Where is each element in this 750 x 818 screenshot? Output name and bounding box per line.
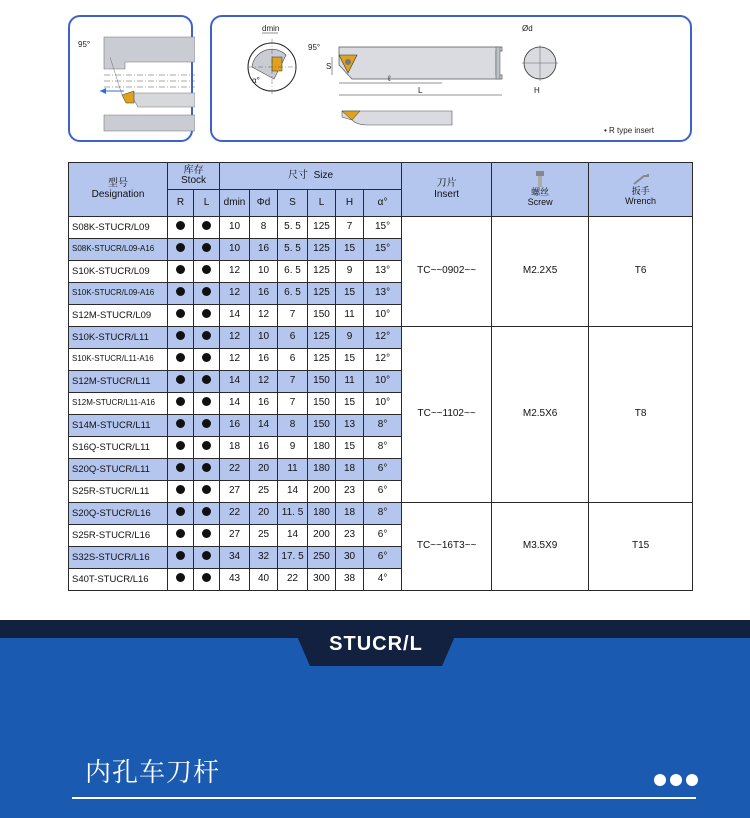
h-cell: 23 xyxy=(336,481,364,503)
screw-cell: M2.2X5 xyxy=(492,217,589,327)
length-cell: 150 xyxy=(308,415,336,437)
in-stock-dot-icon xyxy=(202,419,211,428)
dmin-cell: 14 xyxy=(220,371,250,393)
stock-r-cell xyxy=(168,327,194,349)
phid-cell: 10 xyxy=(250,261,278,283)
phid-cell: 40 xyxy=(250,569,278,591)
length-cell: 200 xyxy=(308,481,336,503)
alpha-cell: 15° xyxy=(364,217,402,239)
in-stock-dot-icon xyxy=(176,309,185,318)
in-stock-dot-icon xyxy=(202,573,211,582)
alpha-cell: 6° xyxy=(364,525,402,547)
length-cell: 180 xyxy=(308,459,336,481)
col-alpha: α° xyxy=(364,190,402,217)
designation-cell: S08K-STUCR/L09-A16 xyxy=(69,239,168,261)
h-cell: 15 xyxy=(336,239,364,261)
h-cell: 11 xyxy=(336,305,364,327)
designation-cell: S08K-STUCR/L09 xyxy=(69,217,168,239)
col-length: L xyxy=(308,190,336,217)
length-cell: 200 xyxy=(308,525,336,547)
s-cell: 5. 5 xyxy=(278,217,308,239)
in-stock-dot-icon xyxy=(202,463,211,472)
alpha-cell: 12° xyxy=(364,349,402,371)
alpha-cell: 15° xyxy=(364,239,402,261)
table-row xyxy=(69,327,693,349)
stock-r-cell xyxy=(168,459,194,481)
stock-l-cell xyxy=(194,503,220,525)
in-stock-dot-icon xyxy=(176,485,185,494)
s-cell: 6. 5 xyxy=(278,283,308,305)
col-size: 尺寸 Size xyxy=(220,163,402,190)
length-cell: 125 xyxy=(308,217,336,239)
s-cell: 17. 5 xyxy=(278,547,308,569)
stock-l-cell xyxy=(194,239,220,261)
dmin-cell: 10 xyxy=(220,217,250,239)
h-cell: 15 xyxy=(336,437,364,459)
stock-l-cell xyxy=(194,415,220,437)
stock-r-cell xyxy=(168,349,194,371)
designation-cell: S16Q-STUCR/L11 xyxy=(69,437,168,459)
insert-cell: TC~~16T3~~ xyxy=(402,503,492,591)
stock-r-cell xyxy=(168,437,194,459)
phid-cell: 10 xyxy=(250,327,278,349)
in-stock-dot-icon xyxy=(176,353,185,362)
phid-cell: 16 xyxy=(250,283,278,305)
in-stock-dot-icon xyxy=(202,221,211,230)
designation-cell: S25R-STUCR/L11 xyxy=(69,481,168,503)
h-cell: 30 xyxy=(336,547,364,569)
stock-l-cell xyxy=(194,525,220,547)
phid-cell: 16 xyxy=(250,239,278,261)
in-stock-dot-icon xyxy=(176,551,185,560)
s-cell: 11 xyxy=(278,459,308,481)
dmin-cell: 14 xyxy=(220,305,250,327)
alpha-cell: 6° xyxy=(364,459,402,481)
in-stock-dot-icon xyxy=(202,485,211,494)
in-stock-dot-icon xyxy=(176,573,185,582)
h-cell: 18 xyxy=(336,459,364,481)
insert-cell: TC~~0902~~ xyxy=(402,217,492,327)
length-cell: 150 xyxy=(308,371,336,393)
length-cell: 125 xyxy=(308,283,336,305)
in-stock-dot-icon xyxy=(202,397,211,406)
dmin-label: dmin xyxy=(262,24,280,33)
in-stock-dot-icon xyxy=(202,243,211,252)
length-cell: 180 xyxy=(308,437,336,459)
more-dots-icon xyxy=(654,774,698,786)
section-title: 内孔车刀杆 xyxy=(85,758,221,788)
spec-table-body xyxy=(69,217,693,591)
dmin-cell: 34 xyxy=(220,547,250,569)
alpha-cell: 13° xyxy=(364,261,402,283)
alpha-cell: 8° xyxy=(364,437,402,459)
in-stock-dot-icon xyxy=(202,375,211,384)
in-stock-dot-icon xyxy=(176,287,185,296)
boring-diagram-left xyxy=(68,15,193,142)
in-stock-dot-icon xyxy=(176,331,185,340)
s-cell: 22 xyxy=(278,569,308,591)
alpha-cell: 6° xyxy=(364,547,402,569)
h-cell: 38 xyxy=(336,569,364,591)
length-cell: 125 xyxy=(308,261,336,283)
length-cell: 125 xyxy=(308,327,336,349)
col-screw: 螺丝 Screw xyxy=(492,163,589,217)
insert-type-note: • R type insert xyxy=(604,126,654,135)
banner-tab xyxy=(290,620,462,666)
designation-cell: S10K-STUCR/L11 xyxy=(69,327,168,349)
alpha-cell: 12° xyxy=(364,327,402,349)
phid-cell: 12 xyxy=(250,305,278,327)
phid-cell: 20 xyxy=(250,503,278,525)
dmin-cell: 14 xyxy=(220,393,250,415)
designation-cell: S25R-STUCR/L16 xyxy=(69,525,168,547)
stock-l-cell xyxy=(194,327,220,349)
alpha-cell: 10° xyxy=(364,305,402,327)
stock-l-cell xyxy=(194,283,220,305)
s-cell: 7 xyxy=(278,393,308,415)
h-cell: 23 xyxy=(336,525,364,547)
alpha-cell: 10° xyxy=(364,371,402,393)
phid-cell: 16 xyxy=(250,437,278,459)
designation-cell: S14M-STUCR/L11 xyxy=(69,415,168,437)
designation-cell: S40T-STUCR/L16 xyxy=(69,569,168,591)
screw-cell: M2.5X6 xyxy=(492,327,589,503)
in-stock-dot-icon xyxy=(202,507,211,516)
in-stock-dot-icon xyxy=(176,265,185,274)
s-cell: 8 xyxy=(278,415,308,437)
spec-table xyxy=(68,162,693,591)
s-cell: 11. 5 xyxy=(278,503,308,525)
s-cell: 14 xyxy=(278,481,308,503)
stock-r-cell xyxy=(168,547,194,569)
in-stock-dot-icon xyxy=(176,463,185,472)
s-cell: 5. 5 xyxy=(278,239,308,261)
s-cell: 7 xyxy=(278,371,308,393)
in-stock-dot-icon xyxy=(202,529,211,538)
stock-l-cell xyxy=(194,349,220,371)
angle-95-dim-label: 95° xyxy=(308,43,321,52)
length-cell: 150 xyxy=(308,393,336,415)
table-row xyxy=(69,503,693,525)
stock-r-cell xyxy=(168,261,194,283)
stock-r-cell xyxy=(168,393,194,415)
alpha-label: α° xyxy=(252,76,260,85)
designation-cell: S20Q-STUCR/L16 xyxy=(69,503,168,525)
phid-cell: 8 xyxy=(250,217,278,239)
in-stock-dot-icon xyxy=(176,419,185,428)
stock-l-cell xyxy=(194,481,220,503)
col-phid: Φd xyxy=(250,190,278,217)
col-insert: 刀片 Insert xyxy=(402,163,492,217)
length-cell: 125 xyxy=(308,349,336,371)
in-stock-dot-icon xyxy=(176,507,185,516)
col-dmin: dmin xyxy=(220,190,250,217)
h-label: H xyxy=(534,86,540,95)
in-stock-dot-icon xyxy=(202,287,211,296)
in-stock-dot-icon xyxy=(176,243,185,252)
stock-l-cell xyxy=(194,371,220,393)
h-cell: 9 xyxy=(336,327,364,349)
tool-dimension-drawing xyxy=(210,15,692,142)
h-cell: 15 xyxy=(336,393,364,415)
phid-cell: 32 xyxy=(250,547,278,569)
phid-cell: 25 xyxy=(250,525,278,547)
l-small-label: ℓ xyxy=(388,74,391,83)
alpha-cell: 8° xyxy=(364,503,402,525)
stock-l-cell xyxy=(194,217,220,239)
dmin-cell: 22 xyxy=(220,503,250,525)
stock-r-cell xyxy=(168,415,194,437)
col-h: H xyxy=(336,190,364,217)
h-cell: 11 xyxy=(336,371,364,393)
designation-cell: S12M-STUCR/L09 xyxy=(69,305,168,327)
in-stock-dot-icon xyxy=(176,221,185,230)
length-cell: 180 xyxy=(308,503,336,525)
alpha-cell: 10° xyxy=(364,393,402,415)
in-stock-dot-icon xyxy=(202,265,211,274)
length-cell: 125 xyxy=(308,239,336,261)
phid-cell: 20 xyxy=(250,459,278,481)
dmin-cell: 12 xyxy=(220,283,250,305)
h-cell: 15 xyxy=(336,283,364,305)
stock-l-cell xyxy=(194,261,220,283)
alpha-cell: 8° xyxy=(364,415,402,437)
length-cell: 250 xyxy=(308,547,336,569)
h-cell: 7 xyxy=(336,217,364,239)
in-stock-dot-icon xyxy=(202,441,211,450)
boring-illustration xyxy=(70,17,195,144)
in-stock-dot-icon xyxy=(176,441,185,450)
stock-r-cell xyxy=(168,503,194,525)
dmin-cell: 27 xyxy=(220,481,250,503)
designation-cell: S10K-STUCR/L09-A16 xyxy=(69,283,168,305)
designation-cell: S20Q-STUCR/L11 xyxy=(69,459,168,481)
s-cell: 7 xyxy=(278,305,308,327)
alpha-cell: 6° xyxy=(364,481,402,503)
stock-r-cell xyxy=(168,239,194,261)
stock-r-cell xyxy=(168,525,194,547)
h-cell: 13 xyxy=(336,415,364,437)
phid-cell: 16 xyxy=(250,393,278,415)
angle-95-label: 95° xyxy=(78,40,91,49)
stock-l-cell xyxy=(194,393,220,415)
insert-cell: TC~~1102~~ xyxy=(402,327,492,503)
stock-r-cell xyxy=(168,283,194,305)
designation-cell: S10K-STUCR/L09 xyxy=(69,261,168,283)
designation-cell: S32S-STUCR/L16 xyxy=(69,547,168,569)
col-r: R xyxy=(168,190,194,217)
wrench-cell: T15 xyxy=(589,503,693,591)
s-label: S xyxy=(326,62,332,71)
in-stock-dot-icon xyxy=(176,375,185,384)
dmin-cell: 43 xyxy=(220,569,250,591)
banner-tab-label: STUCR/L xyxy=(329,633,423,655)
in-stock-dot-icon xyxy=(202,309,211,318)
stock-l-cell xyxy=(194,547,220,569)
dimension-illustration xyxy=(212,17,694,144)
dmin-cell: 12 xyxy=(220,349,250,371)
stock-r-cell xyxy=(168,371,194,393)
title-underline xyxy=(72,797,696,799)
wrench-icon xyxy=(632,172,650,186)
screw-cell: M3.5X9 xyxy=(492,503,589,591)
stock-r-cell xyxy=(168,217,194,239)
dmin-cell: 12 xyxy=(220,327,250,349)
length-cell: 150 xyxy=(308,305,336,327)
col-wrench: 扳手 Wrench xyxy=(589,163,693,217)
h-cell: 18 xyxy=(336,503,364,525)
h-cell: 9 xyxy=(336,261,364,283)
stock-l-cell xyxy=(194,459,220,481)
dmin-cell: 27 xyxy=(220,525,250,547)
in-stock-dot-icon xyxy=(202,551,211,560)
alpha-cell: 4° xyxy=(364,569,402,591)
s-cell: 6 xyxy=(278,349,308,371)
screw-icon xyxy=(535,171,545,187)
wrench-cell: T6 xyxy=(589,217,693,327)
stock-l-cell xyxy=(194,569,220,591)
s-cell: 6. 5 xyxy=(278,261,308,283)
wrench-cell: T8 xyxy=(589,327,693,503)
alpha-cell: 13° xyxy=(364,283,402,305)
phid-cell: 25 xyxy=(250,481,278,503)
designation-cell: S10K-STUCR/L11-A16 xyxy=(69,349,168,371)
s-cell: 14 xyxy=(278,525,308,547)
length-cell: 300 xyxy=(308,569,336,591)
designation-cell: S12M-STUCR/L11 xyxy=(69,371,168,393)
stock-r-cell xyxy=(168,569,194,591)
stock-r-cell xyxy=(168,305,194,327)
col-stock: 库存 Stock xyxy=(168,163,220,190)
dmin-cell: 12 xyxy=(220,261,250,283)
dmin-cell: 18 xyxy=(220,437,250,459)
h-cell: 15 xyxy=(336,349,364,371)
stock-r-cell xyxy=(168,481,194,503)
in-stock-dot-icon xyxy=(176,397,185,406)
stock-l-cell xyxy=(194,437,220,459)
phid-cell: 12 xyxy=(250,371,278,393)
dmin-cell: 10 xyxy=(220,239,250,261)
in-stock-dot-icon xyxy=(202,331,211,340)
in-stock-dot-icon xyxy=(202,353,211,362)
table-row xyxy=(69,217,693,239)
s-cell: 9 xyxy=(278,437,308,459)
dmin-cell: 22 xyxy=(220,459,250,481)
phi-d-label: Ød xyxy=(522,24,533,33)
designation-cell: S12M-STUCR/L11-A16 xyxy=(69,393,168,415)
l-label: L xyxy=(418,86,423,95)
in-stock-dot-icon xyxy=(176,529,185,538)
col-designation: 型号 Designation xyxy=(69,163,168,217)
col-s: S xyxy=(278,190,308,217)
s-cell: 6 xyxy=(278,327,308,349)
dmin-cell: 16 xyxy=(220,415,250,437)
phid-cell: 16 xyxy=(250,349,278,371)
col-l: L xyxy=(194,190,220,217)
stock-l-cell xyxy=(194,305,220,327)
phid-cell: 14 xyxy=(250,415,278,437)
